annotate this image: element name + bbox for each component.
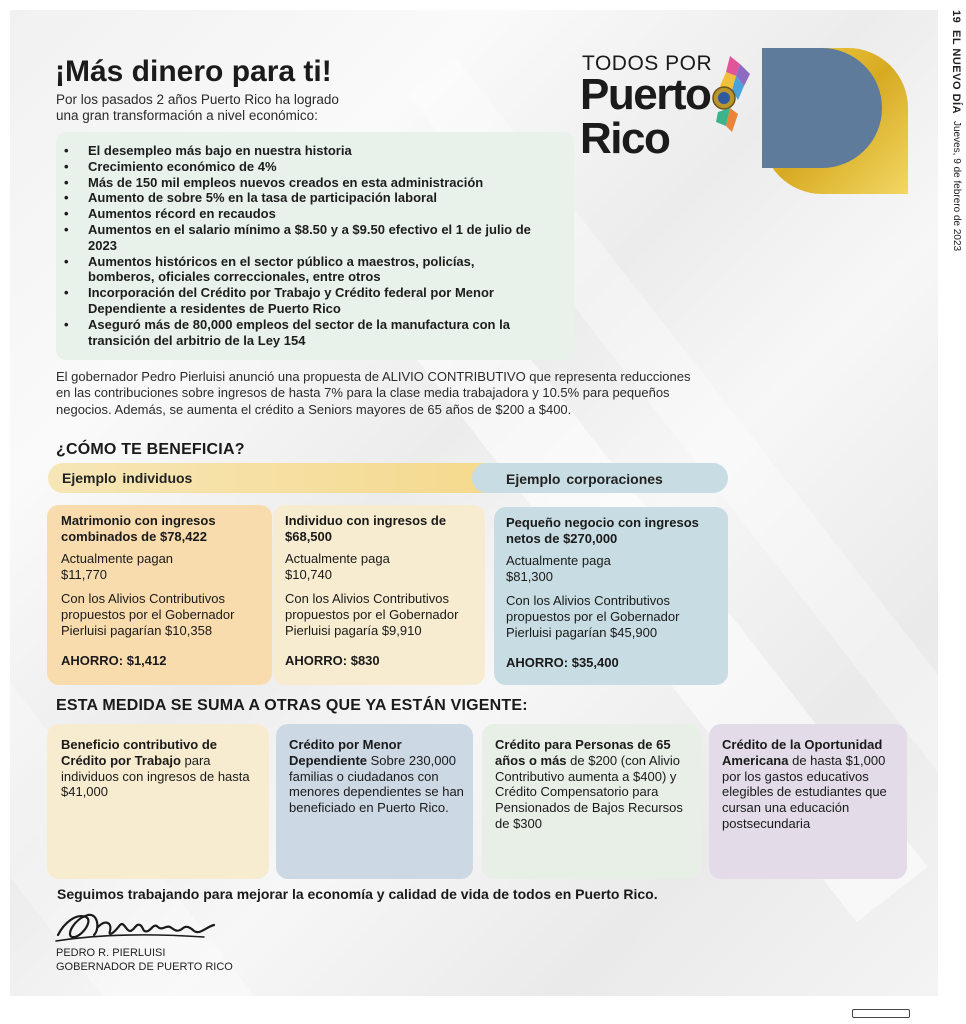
- closing-statement: Seguimos trabajando para mejorar la economía y calidad de vida de todos en Puerto Rico.: [57, 886, 658, 902]
- measure-description: para individuos con ingresos de hasta $41,000: [61, 752, 250, 800]
- current-tax: Actualmente pagan $11,770: [61, 551, 174, 582]
- measure-title: Crédito para Personas de 65 años o más: [495, 737, 671, 768]
- list-item: • Aseguró más de 80,000 empleos del sector de la manufactura con la transición del arbitrio de la Ley 154: [88, 317, 558, 349]
- proposed-tax: Con los Alivios Contributivos propuestos por el Gobernador Pierluisi pagarían $45,900: [506, 593, 680, 640]
- todos-por-puerto-rico-logo: [580, 52, 760, 162]
- measure-card-education-credit: [709, 724, 907, 879]
- intro-line: una gran transformación a nivel económico:: [56, 108, 318, 123]
- logo-line-3: Rico: [580, 114, 670, 163]
- achievements-list: [56, 132, 574, 348]
- page-number: 19: [950, 10, 962, 24]
- measure-description: de hasta $1,000 por los gastos educativos elegibles de estudiantes que cursan una educación postsecundaria: [722, 752, 887, 831]
- proposed-tax: Con los Alivios Contributivos propuestos por el Gobernador Pierluisi pagarían $10,358: [61, 591, 235, 638]
- signatory-name: PEDRO R. PIERLUISI: [56, 947, 166, 959]
- list-item: • Aumentos históricos en el sector público a maestros, policías, bomberos, oficiales correccionales, entre otros: [88, 254, 518, 286]
- measure-text: [495, 737, 691, 832]
- current-tax: Actualmente paga $10,740: [285, 551, 390, 582]
- leaf-graphic: [762, 48, 908, 194]
- example-title: Individuo con ingresos de $68,500: [285, 513, 447, 544]
- savings-amount: AHORRO: $35,400: [506, 655, 619, 670]
- newspaper-name: EL NUEVO DÍA: [950, 30, 962, 115]
- measure-title: Beneficio contributivo de Crédito por Trabajo: [61, 737, 218, 768]
- example-card-individual: [273, 505, 485, 685]
- list-item: • Aumentos récord en recaudos: [88, 206, 574, 222]
- measure-title: Crédito por Menor Dependiente: [289, 737, 402, 768]
- list-item: • Más de 150 mil empleos nuevos creados en esta administración: [88, 175, 574, 191]
- list-item: • Aumento de sobre 5% en la tasa de participación laboral: [88, 190, 574, 206]
- intro-line: Por los pasados 2 años Puerto Rico ha logrado: [56, 92, 339, 107]
- savings-amount: AHORRO: $1,412: [61, 653, 167, 668]
- achievements-box: [56, 132, 574, 360]
- signature-image: [54, 905, 219, 945]
- logo-line-1: TODOS POR: [582, 52, 713, 75]
- intro-text: [56, 92, 416, 124]
- logo-line-2: Puerto: [580, 70, 711, 119]
- benefit-heading: ¿CÓMO TE BENEFICIA?: [56, 441, 245, 458]
- example-card-married: [47, 505, 272, 685]
- proposed-tax: Con los Alivios Contributivos propuestos por el Gobernador Pierluisi pagaría $9,910: [285, 591, 459, 638]
- tab-corporations: Ejemplo corporaciones: [506, 471, 663, 487]
- list-item: • El desempleo más bajo en nuestra historia: [88, 143, 574, 159]
- measure-card-dependent-credit: [276, 724, 473, 879]
- measure-description: de $200 (con Alivio Contributivo aumenta a $400) y Crédito Compensatorio para Pensionados de Bajos Recursos de $300: [495, 752, 683, 831]
- relief-paragraph: El gobernador Pedro Pierluisi anunció una propuesta de ALIVIO CONTRIBUTIVO que representa reducciones en las contribuciones sobre ingresos de hasta 7% para la clase media trabajadora y 10.5% para pequeños negocios. Además, se aumenta el crédito a Seniors mayores de 65 años de $200 a $400.: [56, 369, 691, 417]
- publication-date: Jueves, 9 de febrero de 2023: [951, 120, 962, 251]
- tab-individuals: Ejemplo individuos: [62, 470, 193, 486]
- newspaper-margin: [942, 10, 962, 270]
- page-slider-handle[interactable]: [852, 1009, 910, 1018]
- savings-amount: AHORRO: $830: [285, 653, 380, 668]
- signature-block: [56, 946, 233, 974]
- measure-text: [61, 737, 259, 800]
- headline: ¡Más dinero para ti!: [55, 55, 332, 88]
- list-item: • Crecimiento económico de 4%: [88, 159, 574, 175]
- measure-text: [289, 737, 465, 816]
- current-tax: Actualmente paga $81,300: [506, 553, 611, 584]
- signatory-title: GOBERNADOR DE PUERTO RICO: [56, 961, 233, 973]
- example-title: Matrimonio con ingresos combinados de $78,422: [61, 513, 216, 544]
- measure-card-senior-credit: [482, 724, 701, 879]
- list-item: • Incorporación del Crédito por Trabajo y Crédito federal por Menor Dependiente a residentes de Puerto Rico: [88, 285, 538, 317]
- measures-heading: ESTA MEDIDA SE SUMA A OTRAS QUE YA ESTÁN VIGENTE:: [56, 697, 528, 714]
- measure-text: [722, 737, 898, 832]
- measure-card-work-credit: [47, 724, 269, 879]
- measure-title: Crédito de la Oportunidad Americana: [722, 737, 883, 768]
- example-title: Pequeño negocio con ingresos netos de $270,000: [506, 515, 699, 546]
- example-card-business: [494, 507, 728, 685]
- list-item: • Aumentos en el salario mínimo a $8.50 y a $9.50 efectivo el 1 de julio de 2023: [88, 222, 558, 254]
- measure-description: Sobre 230,000 familias o ciudadanos con menores dependientes se han beneficiado en Puerto Rico.: [289, 752, 464, 816]
- seal-icon: [712, 56, 752, 140]
